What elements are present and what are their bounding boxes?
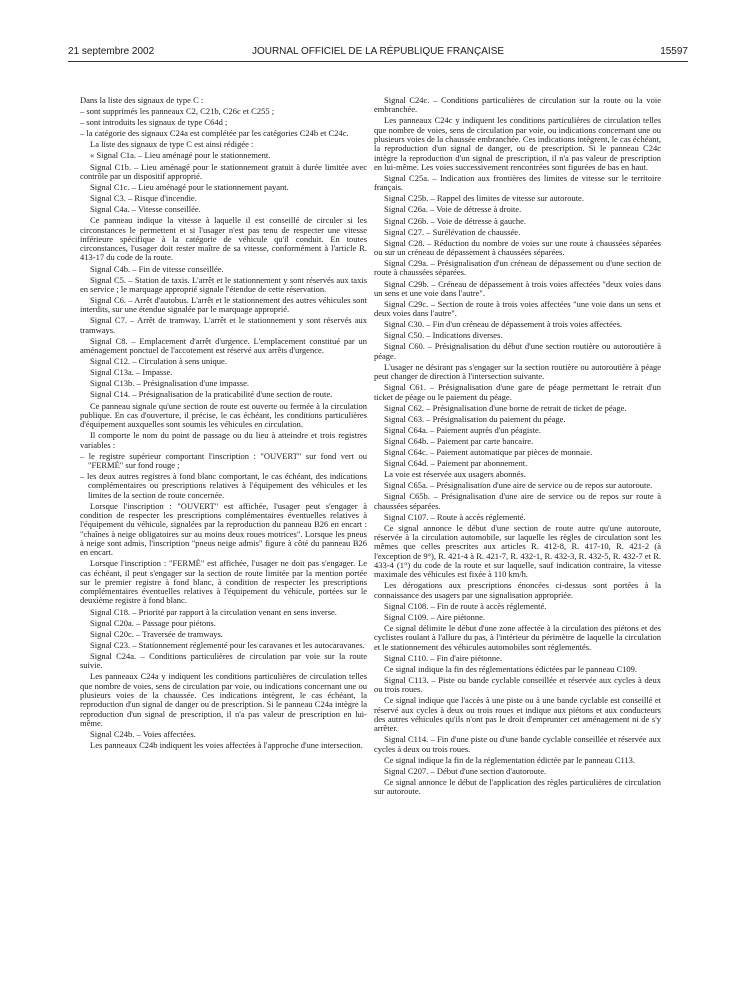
paragraph: Signal C50. – Indications diverses. <box>384 330 503 341</box>
paragraph: Ce panneau signale qu'une section de route est ouverte ou fermée à la circulation publique. En cas d'ouverture, il précise, le cas échéant, les conditions particulières d'équipement auxquelles sont soumis les véhicules en circulation. <box>80 400 367 430</box>
paragraph: L'usager ne désirant pas s'engager sur la section routière ou autoroutière à péage peut changer de direction à l'intersection suivante. <box>374 361 661 382</box>
paragraph: Signal C20c. – Traversée de tramways. <box>90 628 223 639</box>
paragraph: Signal C18. – Priorité par rapport à la circulation venant en sens inverse. <box>90 606 337 617</box>
paragraph: Signal C4b. – Fin de vitesse conseillée. <box>90 263 224 274</box>
header-rule <box>68 61 688 62</box>
paragraph: Signal C108. – Fin de route à accès réglementé. <box>384 600 547 611</box>
paragraph: Signal C26b. – Voie de détresse à gauche. <box>384 215 527 226</box>
paragraph: Signal C65a. – Présignalisation d'une aire de service ou de repos sur autoroute. <box>384 480 653 491</box>
paragraph: Signal C8. – Emplacement d'arrêt d'urgence. L'emplacement constitué par un aménagement ponctuel de l'accotement est réservé aux arrêts d'urgence. <box>80 335 367 356</box>
list-item: – sont supprimés les panneaux C2, C21b, C26c et C255 ; <box>80 106 275 117</box>
paragraph: Signal C25a. – Indication aux frontières des limites de vitesse sur le territoire français. <box>374 172 661 193</box>
header-journal-title: JOURNAL OFFICIEL DE LA RÉPUBLIQUE FRANÇAISE <box>251 46 505 57</box>
paragraph: Signal C207. – Début d'une section d'autoroute. <box>384 765 547 776</box>
paragraph: Signal C60. – Présignalisation du début d'une section routière ou autoroutière à péage. <box>374 341 661 361</box>
paragraph: Signal C6. – Arrêt d'autobus. L'arrêt et le stationnement des autres véhicules sont interdits, sur une étendue signalée par le marquage approprié. <box>80 295 367 315</box>
paragraph: Signal C114. – Fin d'une piste ou d'une bande cyclable conseillée et réservée aux cycles à deux ou trois roues. <box>374 734 661 754</box>
paragraph: Signal C64c. – Paiement automatique par pièces de monnaie. <box>384 447 593 458</box>
paragraph: Ce signal annonce le début d'une section de route autre qu'une autoroute, réservée à la circulation automobile, sur laquelle les règles de circulation sont les mêmes que celles prescrites aux articles R. 412-8, R. 417-10, R. 421-2 (à l'exception de 9°), R. 421-4 à R. 421-7, R. 432-1, R. 432-3, R. 432-5, R. 432-7 et R. 433-4 (1°) du code de la route et sur laquelle, sauf indication contraire, la vitesse maximale des véhicules est fixée à 110 km/h. <box>374 522 661 580</box>
paragraph: Signal C65b. – Présignalisation d'une aire de service ou de repos sur route à chaussées séparées. <box>374 491 661 511</box>
paragraph: Signal C62. – Présignalisation d'une borne de retrait de ticket de péage. <box>384 402 627 413</box>
paragraph: Signal C110. – Fin d'aire piétonne. <box>384 652 503 663</box>
paragraph: Ce signal délimite le début d'une zone affectée à la circulation des piétons et des cyclistes roulant à l'allure du pas, à l'intérieur du périmètre de laquelle la circulation et le stationnement des véhicules automobiles sont réglementés. <box>374 623 661 652</box>
header-page-number: 15597 <box>660 46 688 57</box>
paragraph: Signal C107. – Route à accès réglementé. <box>384 511 526 522</box>
paragraph: Les panneaux C24c y indiquent les conditions particulières de circulation telles que nombre de voies, sens de circulation par voie, ou indications concernant une ou plusieurs voies de la chaussée embranchée. Ces indications intègrent, le cas échéant, la reproduction d'un signal de danger, ou de prescription. Si le panneau C24c intègre la reproduction d'un signal de prescription, il n'a pas valeur de prescription en lui-même. Les voies successivement rencontrées sont figurées de bas en haut. <box>374 115 662 172</box>
paragraph: Signal C113. – Piste ou bande cyclable conseillée et réservée aux cycles à deux ou trois roues. <box>374 674 661 695</box>
paragraph: Dans la liste des signaux de type C : <box>80 95 204 105</box>
paragraph: Signal C61. – Présignalisation d'une gare de péage permettant le retrait d'un ticket de péage ou le paiement du péage. <box>374 382 661 402</box>
paragraph: Signal C1c. – Lieu aménagé pour le stationnement payant. <box>90 181 289 192</box>
paragraph: Signal C12. – Circulation à sens unique. <box>90 356 227 367</box>
paragraph: Signal C24b. – Voies affectées. <box>90 728 196 739</box>
paragraph: La voie est réservée aux usagers abonnés. <box>384 469 526 480</box>
paragraph: Les panneaux C24b indiquent les voies affectées à l'approche d'une intersection. <box>90 740 363 750</box>
list-item: – les deux autres registres à fond blanc comportant, le cas échéant, des indications complémentaires ou prescriptions relatives à l'équipement des véhicules et les limites de la section de route concernée. <box>80 471 367 500</box>
paragraph: Signal C64b. – Paiement par carte bancaire. <box>384 435 534 446</box>
paragraph: Les panneaux C24a y indiquent les conditions particulières de circulation telles que nombre de voies, sens de circulation par voie, ou indications concernant une ou plusieurs voies de la chaussée. Ces indications intègrent, le cas échéant, la reproduction d'un signal de danger ou de prescription. Si le panneau C24a intègre la reproduction d'un signal de prescription, il n'a pas valeur de prescription en lui-même. <box>80 671 367 728</box>
paragraph: Signal C29a. – Présignalisation d'un créneau de dépassement ou d'une section de route à chaussées séparées. <box>374 258 661 278</box>
paragraph: Signal C23. – Stationnement réglementé pour les caravanes et les autocaravanes. <box>90 639 365 650</box>
paragraph: Signal C27. – Surélévation de chaussée. <box>384 226 521 237</box>
paragraph: Signal C25b. – Rappel des limites de vitesse sur autoroute. <box>384 193 584 204</box>
paragraph: Lorsque l'inscription : "FERMÉ" est affichée, l'usager ne doit pas s'engager. Le cas échéant, il peut s'engager sur la section de route limitée par la mention portée sur le premier registre à fond blanc, à condition de respecter les prescriptions complémentaires éventuelles relatives à l'équipement du véhicule, portées sur le deuxième registre à fond blanc. <box>80 558 367 606</box>
paragraph: Ce signal indique que l'accès à une piste ou à une bande cyclable est conseillé et réservé aux cycles à deux ou trois roues et indique aux piétons et aux conducteurs des autres véhicules qu'ils n'ont pas le droit d'emprunter cet aménagement ni de s'y arrêter. <box>374 695 661 734</box>
paragraph: Signal C64a. – Paiement auprès d'un péagiste. <box>384 424 541 435</box>
left-column <box>80 96 367 752</box>
paragraph: Ce signal indique la fin des réglementations édictées par le panneau C109. <box>384 663 638 674</box>
paragraph: Signal C7. – Arrêt de tramway. L'arrêt et le stationnement y sont réservés aux tramways. <box>80 315 367 335</box>
paragraph: Ce panneau indique la vitesse à laquelle il est conseillé de circuler si les circonstances le permettent et si l'usager n'est pas tenu de respecter une vitesse inférieure spécifique à la catégorie de véhicule qu'il conduit. En toutes circonstances, l'usager doit rester maître de sa vitesse, conformément à l'article R. 413-17 du code de la route. <box>80 215 367 263</box>
paragraph: Ce signal indique la fin de la réglementation édictée par le panneau C113. <box>384 754 636 765</box>
header-date: 21 septembre 2002 <box>68 46 155 57</box>
page-header <box>68 46 688 60</box>
paragraph: Signal C13a. – Impasse. <box>90 367 173 378</box>
paragraph: Il comporte le nom du point de passage ou du lieu à atteindre et trois registres variables : <box>80 430 367 450</box>
list-item: – le registre supérieur comportant l'inscription : "OUVERT" sur fond vert ou "FERMÉ" sur fond rouge ; <box>80 450 367 470</box>
paragraph: Signal C24a. – Conditions particulières de circulation par voie sur la route suivie. <box>80 650 367 671</box>
paragraph: Signal C3. – Risque d'incendie. <box>90 193 197 204</box>
paragraph: Signal C30. – Fin d'un créneau de dépassement à trois voies affectées. <box>384 319 623 330</box>
paragraph: Signal C63. – Présignalisation du paiement du péage. <box>384 413 566 424</box>
paragraph: Signal C26a. – Voie de détresse à droite. <box>384 204 522 215</box>
list-item: – la catégorie des signaux C24a est complétée par les catégories C24b et C24c. <box>80 128 349 139</box>
paragraph: La liste des signaux de type C est ainsi rédigée : <box>90 139 254 150</box>
paragraph: Les dérogations aux prescriptions énoncées ci-dessus sont portées à la connaissance des usagers par une signalisation appropriée. <box>374 580 661 600</box>
paragraph: « Signal C1a. – Lieu aménagé pour le stationnement. <box>90 150 271 161</box>
paragraph: Signal C109. – Aire piétonne. <box>384 611 486 622</box>
paragraph: Signal C28. – Réduction du nombre de voies sur une route à chaussées séparées ou sur un créneau de dépassement à chaussées séparées. <box>374 237 661 258</box>
paragraph: Signal C14. – Présignalisation de la praticabilité d'une section de route. <box>90 389 333 400</box>
paragraph: Signal C29b. – Créneau de dépassement à trois voies affectées "deux voies dans un sens et une voie dans l'autre". <box>374 278 661 298</box>
paragraph: Ce signal annonce le début de l'application des règles particulières de circulation sur autoroute. <box>374 776 661 797</box>
paragraph: Signal C20a. – Passage pour piétons. <box>90 617 216 628</box>
paragraph: Signal C29c. – Section de route à trois voies affectées "une voie dans un sens et deux voies dans l'autre". <box>374 298 661 319</box>
paragraph: Signal C24c. – Conditions particulières de circulation sur la route ou la voie embranchée. <box>374 95 661 115</box>
right-column <box>374 96 661 798</box>
paragraph: Signal C64d. – Paiement par abonnement. <box>384 458 528 469</box>
paragraph: Signal C13b. – Présignalisation d'une impasse. <box>90 378 250 389</box>
paragraph: Signal C5. – Station de taxis. L'arrêt et le stationnement y sont réservés aux taxis en service ; le marquage approprié signale l'étendue de cette réservation. <box>80 274 367 294</box>
paragraph: Lorsque l'inscription : "OUVERT" est affichée, l'usager peut s'engager à condition de respecter les prescriptions complémentaires éventuelles relatives à l'équipement du véhicule, signalées par la reproduction du panneau B26 en encart : "chaînes à neige obligatoires sur au moins deux roues motrices". Lorsque les pneus à neige sont admis, l'inscription "pneus neige admis" figure à côté du panneau B26 en encart. <box>80 500 367 558</box>
list-item: – sont introduits les signaux de type C64d ; <box>80 117 228 128</box>
paragraph: Signal C1b. – Lieu aménagé pour le stationnement gratuit à durée limitée avec contrôle par un dispositif approprié. <box>80 161 367 181</box>
paragraph: Signal C4a. – Vitesse conseillée. <box>90 204 201 215</box>
